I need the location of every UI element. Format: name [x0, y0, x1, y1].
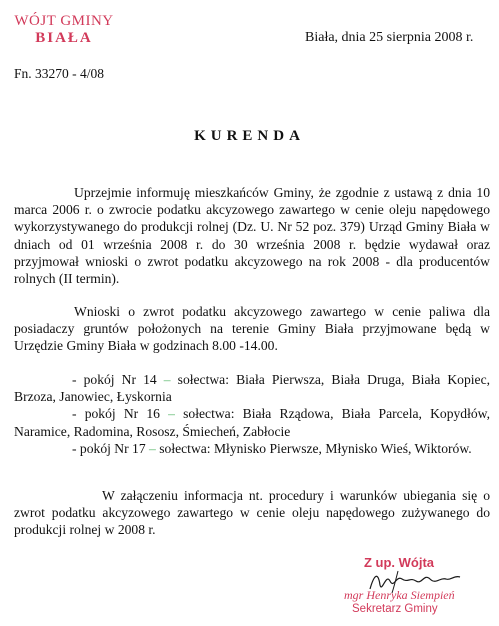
paragraph-3-text: W załączeniu informacja nt. procedury i warunków ubiegania się o zwrot podatku akcyzowego zawartego w cenie oleju napędowego zużywanego do produkcji rolnej w 2008 r. [14, 488, 490, 538]
list-item: - pokój Nr 17 – sołectwa: Młynisko Pierwsze, Młynisko Wieś, Wiktorów. [72, 440, 472, 456]
signature-name: mgr Henryka Siempień [344, 588, 455, 602]
stamp-line-1: WÓJT GMINY [14, 13, 114, 29]
paragraph-1 [14, 184, 490, 287]
rooms-list [14, 371, 490, 457]
reference-number: Fn. 33270 - 4/08 [14, 66, 105, 81]
official-stamp [9, 13, 119, 47]
paragraph-3 [14, 487, 490, 539]
document-date: Biała, dnia 25 sierpnia 2008 r. [305, 30, 474, 45]
list-item: - pokój Nr 14 – sołectwa: Biała Pierwsza, Biała Druga, Biała Kopiec, Brzoza, Janowiec, Łyskornia [14, 372, 491, 405]
paragraph-2-text: Wnioski o zwrot podatku akcyzowego zawartego w cenie paliwa dla posiadaczy gruntów położonych na terenie Gminy Biała przyjmowane będą w Urzędzie Gminy Biała w godzinach 8.00 -14.00. [14, 304, 490, 354]
paragraph-2 [14, 303, 490, 355]
document-title: KURENDA [194, 128, 305, 144]
signature-role: Sekretarz Gminy [352, 603, 438, 615]
list-item: - pokój Nr 16 – sołectwa: Biała Rządowa, Biała Parcela, Kopydłów, Naramice, Radomina, Rososz, Śmiecheń, Zabłocie [14, 406, 491, 439]
signature-zup: Z up. Wójta [364, 555, 435, 570]
stamp-line-2: BIAŁA [35, 30, 93, 46]
signature-block [338, 555, 478, 623]
paragraph-1-text: Uprzejmie informuję mieszkańców Gminy, że zgodnie z ustawą z dnia 10 marca 2006 r. o zwrocie podatku akcyzowego zawartego w cenie oleju napędowego wykorzystywanego do produkcji rolnej (Dz. U. Nr 52 poz. 379) Urząd Gminy Biała w dniach od 01 września 2008 r. do 30 września 2008 r. będzie wydawał oraz przyjmował wnioski o zwrot podatku akcyzowego na rok 2008 - dla producentów rolnych (II termin). [14, 185, 490, 287]
